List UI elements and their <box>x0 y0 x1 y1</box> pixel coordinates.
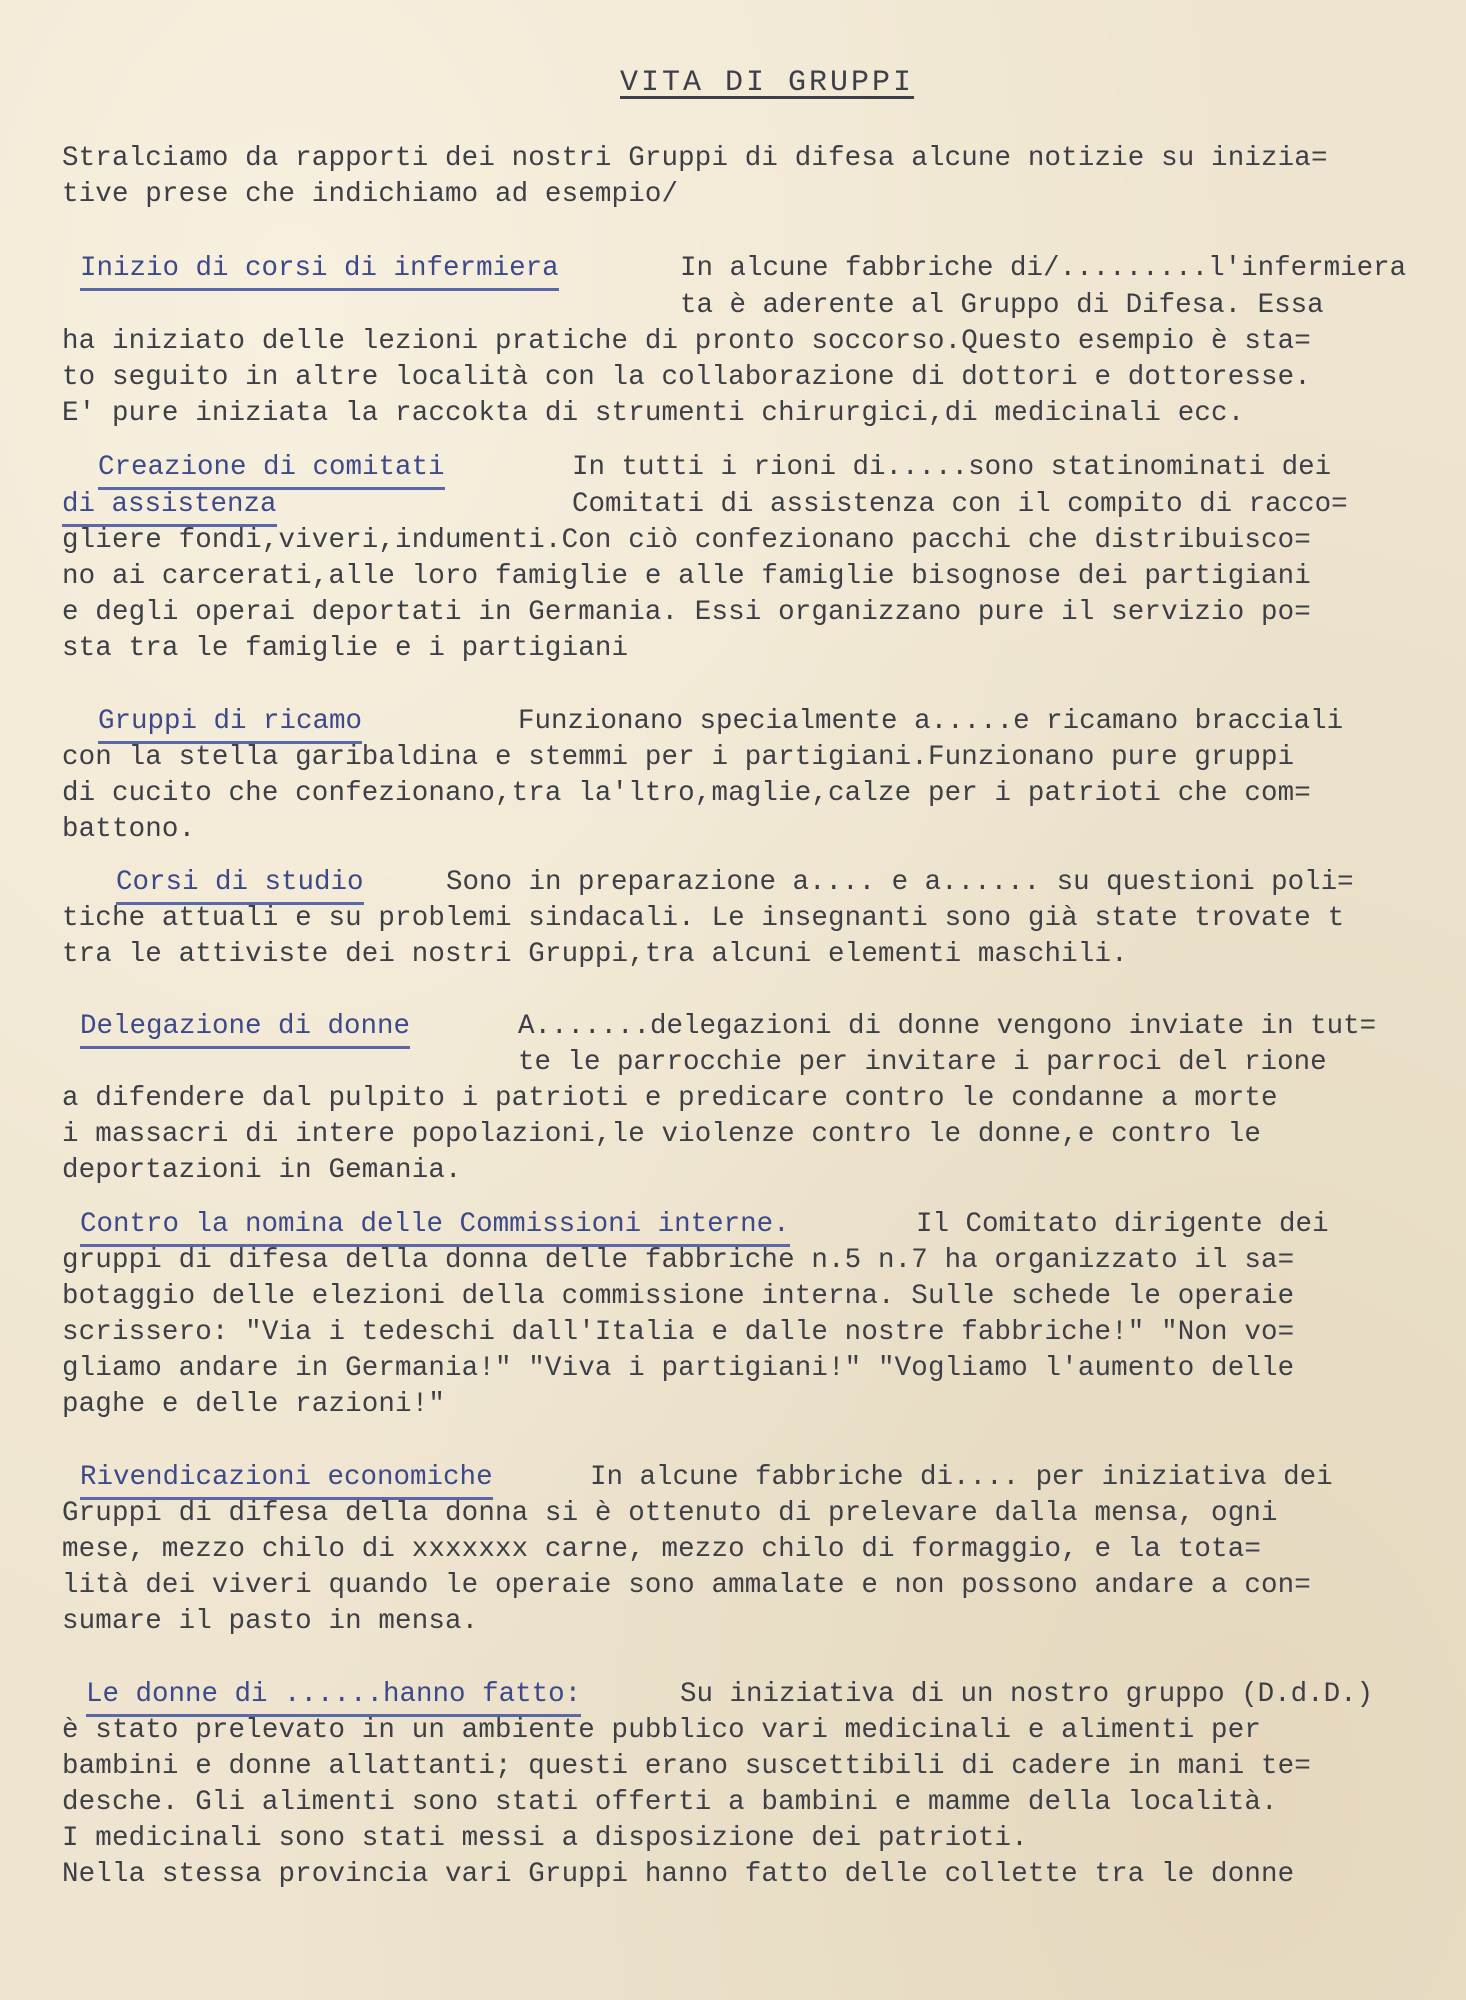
section-text: ha iniziato delle lezioni pratiche di pronto soccorso.Questo esempio è sta= <box>62 326 1311 357</box>
section-heading: Le donne di ......hanno fatto: <box>86 1678 581 1717</box>
section-text: e degli operai deportati in Germania. Essi organizzano pure il servizio po= <box>62 597 1311 628</box>
section-heading: Gruppi di ricamo <box>98 705 362 744</box>
section-text: te le parrocchie per invitare i parroci del rione <box>518 1047 1327 1078</box>
section-heading: Contro la nomina delle Commissioni interne. <box>80 1208 790 1247</box>
section-text: Nella stessa provincia vari Gruppi hanno fatto delle collette tra le donne <box>62 1859 1295 1890</box>
section-text: no ai carcerati,alle loro famiglie e alle famiglie bisognose dei partigiani <box>62 561 1311 592</box>
section-text: gliere fondi,viveri,indumenti.Con ciò confezionano pacchi che distribuisco= <box>62 525 1311 556</box>
section-text: lità dei viveri quando le operaie sono ammalate e non possono andare a con= <box>62 1570 1311 1601</box>
section-text: sta tra le famiglie e i partigiani <box>62 633 629 664</box>
section-text: In alcune fabbriche di/.........l'infermiera <box>680 253 1407 284</box>
section-text: A.......delegazioni di donne vengono inviate in tut= <box>518 1011 1377 1042</box>
section-heading: Creazione di comitati <box>98 451 445 490</box>
page-title: VITA DI GRUPPI <box>620 66 915 100</box>
section-heading: Corsi di studio <box>116 866 364 905</box>
section-text: mese, mezzo chilo di xxxxxxx carne, mezzo chilo di formaggio, e la tota= <box>62 1534 1261 1565</box>
section-text: botaggio delle elezioni della commissione interna. Sulle schede le operaie <box>62 1281 1295 1312</box>
section-text: i massacri di intere popolazioni,le violenze contro le donne,e contro le <box>62 1119 1261 1150</box>
section-text: deportazioni in Gemania. <box>62 1155 462 1186</box>
section-text: to seguito in altre località con la collaborazione di dottori e dottoresse. <box>62 362 1311 393</box>
section-text: sumare il pasto in mensa. <box>62 1606 479 1637</box>
section-text: I medicinali sono stati messi a disposizione dei patrioti. <box>62 1823 1028 1854</box>
section-text: scrissero: "Via i tedeschi dall'Italia e dalle nostre fabbriche!" "Non vo= <box>62 1317 1295 1348</box>
intro-line: tive prese che indichiamo ad esempio/ <box>62 179 679 210</box>
section-text: Comitati di assistenza con il compito di racco= <box>572 489 1348 520</box>
section-text: gruppi di difesa della donna delle fabbriche n.5 n.7 ha organizzato il sa= <box>62 1245 1295 1276</box>
intro-line: Stralciamo da rapporti dei nostri Gruppi di difesa alcune notizie su inizia= <box>62 143 1328 174</box>
section-text: di cucito che confezionano,tra la'ltro,maglie,calze per i patrioti che com= <box>62 778 1311 809</box>
section-heading: Delegazione di donne <box>80 1010 410 1049</box>
section-text: è stato prelevato in un ambiente pubblico vari medicinali e alimenti per <box>62 1715 1261 1746</box>
section-text: Su iniziativa di un nostro gruppo (D.d.D.) <box>680 1679 1374 1710</box>
section-text: a difendere dal pulpito i patrioti e predicare contro le condanne a morte <box>62 1083 1278 1114</box>
section-text: In tutti i rioni di.....sono statinominati dei <box>572 452 1332 483</box>
section-text: tiche attuali e su problemi sindacali. Le insegnanti sono già state trovate t <box>62 903 1345 934</box>
section-text: ta è aderente al Gruppo di Difesa. Essa <box>680 290 1324 321</box>
section-text: desche. Gli alimenti sono stati offerti a bambini e mamme della località. <box>62 1787 1278 1818</box>
section-text: Funzionano specialmente a.....e ricamano bracciali <box>518 706 1344 737</box>
section-text: In alcune fabbriche di.... per iniziativa dei <box>590 1462 1333 1493</box>
section-text: Sono in preparazione a.... e a...... su questioni poli= <box>446 867 1354 898</box>
section-text: con la stella garibaldina e stemmi per i partigiani.Funzionano pure gruppi <box>62 742 1295 773</box>
section-text: bambini e donne allattanti; questi erano suscettibili di cadere in mani te= <box>62 1751 1311 1782</box>
section-heading: di assistenza <box>62 488 277 527</box>
section-text: gliamo andare in Germania!" "Viva i partigiani!" "Vogliamo l'aumento delle <box>62 1353 1295 1384</box>
section-text: Gruppi di difesa della donna si è ottenuto di prelevare dalla mensa, ogni <box>62 1498 1278 1529</box>
section-text: tra le attiviste dei nostri Gruppi,tra alcuni elementi maschili. <box>62 939 1128 970</box>
section-text: Il Comitato dirigente dei <box>916 1209 1329 1240</box>
section-heading: Inizio di corsi di infermiera <box>80 252 559 291</box>
section-text: paghe e delle razioni!" <box>62 1389 446 1420</box>
section-text: E' pure iniziata la raccokta di strumenti chirurgici,di medicinali ecc. <box>62 398 1245 429</box>
section-heading: Rivendicazioni economiche <box>80 1461 493 1500</box>
section-text: battono. <box>62 814 196 845</box>
